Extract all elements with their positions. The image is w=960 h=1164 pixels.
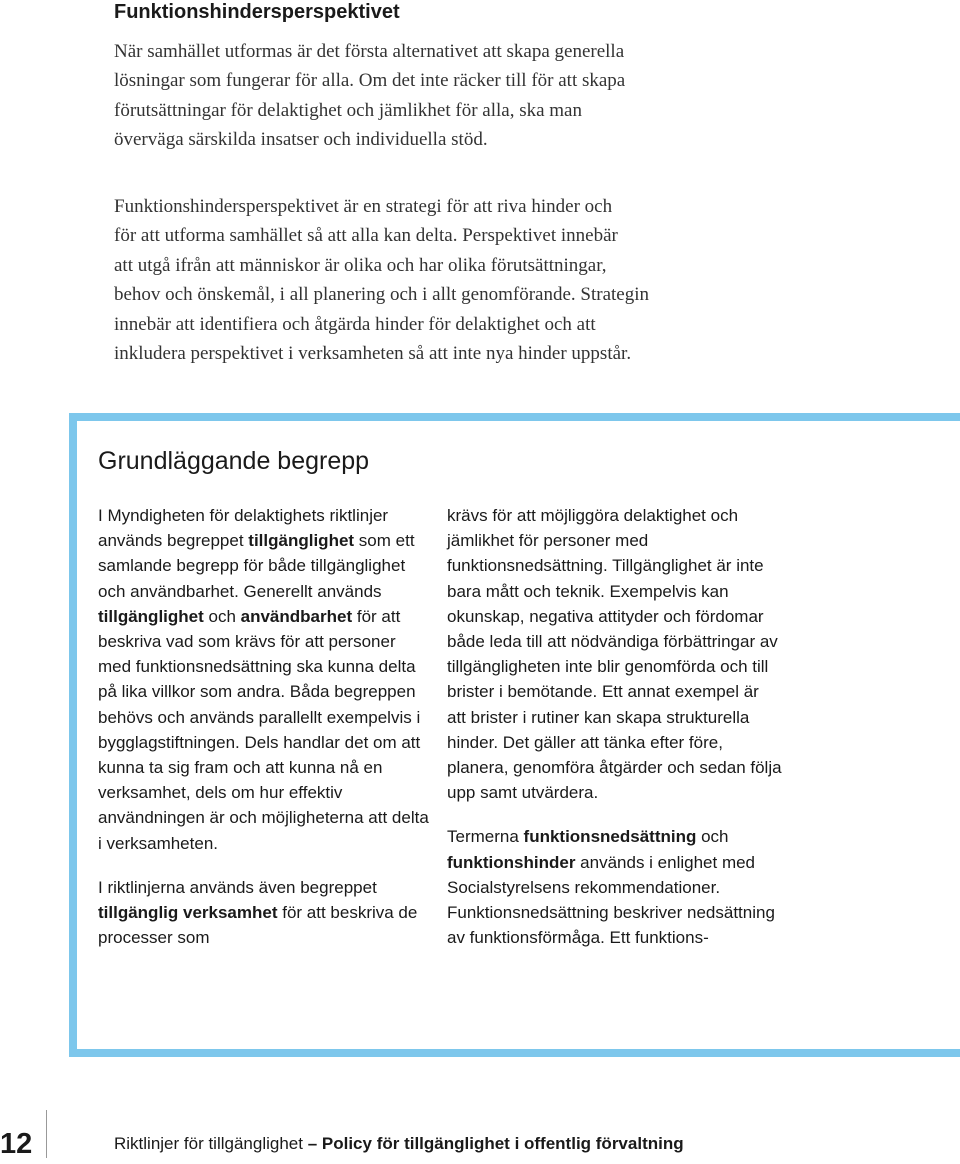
strategy-line: Funktionshindersperspektivet är en strategi för att riva hinder och xyxy=(114,196,613,217)
text-run: I riktlinjerna används även begreppet xyxy=(98,877,377,897)
right-paragraph-2 xyxy=(447,824,782,950)
right-paragraph-1: krävs för att möjliggöra delaktighet och jämlikhet för personer med funktionsnedsättning. Tillgänglighet är inte bara mått och teknik. Exempelvis kan okunskap, negativa attityder och fördomar både leda till att nödvändiga förbättringar av tillgängligheten inte blir genomförda och till brister i bemötande. Ett annat exempel är att brister i rutiner kan skapa strukturella hinder. Det gäller att tänka efter före, planera, genomföra åtgärder och sedan följa upp samt utvärdera. xyxy=(447,506,782,803)
text-run: och xyxy=(203,606,241,626)
strategy-line: för att utforma samhället så att alla kan delta. Perspektivet innebär xyxy=(114,225,618,247)
text-run: som ett samlande begrepp för både tillgänglighet och användbarhet. Generellt används xyxy=(98,531,415,601)
term-anvandbarhet: användbarhet xyxy=(240,606,353,626)
strategy-line: att utgå ifrån att människor är olika och har olika förutsättningar, xyxy=(114,254,607,276)
footer-publication: Riktlinjer för tillgänglighet xyxy=(114,1134,303,1153)
text-run: I Myndigheten för delaktighets riktlinjer används begreppet xyxy=(98,506,389,551)
page-number: 12 xyxy=(0,1128,33,1160)
left-paragraph-2 xyxy=(98,875,433,951)
text-run: och xyxy=(696,827,729,847)
footer-running-title xyxy=(114,1133,684,1155)
term-funktionsnedsattning: funktionsnedsättning xyxy=(523,827,697,847)
term-tillganglighet: tillgänglighet xyxy=(98,606,204,626)
section-heading: Funktionshindersperspektivet xyxy=(114,1,400,23)
term-tillganglig-verksamhet: tillgänglig verksamhet xyxy=(98,903,278,923)
footer-subtitle: Policy för tillgänglighet i offentlig förvaltning xyxy=(321,1134,684,1153)
text-run: för att beskriva de processer som xyxy=(98,903,418,948)
text-run: används i enlighet med Socialstyrelsens rekommendationer. Funktionsnedsättning beskriver nedsättning av funktionsförmåga. Ett funktions- xyxy=(447,852,775,948)
box-right-column xyxy=(447,503,782,950)
strategy-line: inkludera perspektivet i verksamheten så att inte nya hinder uppstår. xyxy=(114,343,632,365)
footer-separator: – xyxy=(302,1134,322,1153)
strategy-paragraph xyxy=(114,192,754,368)
intro-line: När samhället utformas är det första alternativet att skapa generella xyxy=(114,41,625,62)
intro-paragraph xyxy=(114,37,754,155)
text-run: Termerna xyxy=(447,827,524,847)
strategy-line: behov och önskemål, i all planering och i allt genomförande. Strategin xyxy=(114,284,650,306)
box-left-column xyxy=(98,503,433,950)
intro-line: överväga särskilda insatser och individuella stöd. xyxy=(114,129,488,151)
intro-line: förutsättningar för delaktighet och jämlikhet för alla, ska man xyxy=(114,99,582,121)
footer-divider xyxy=(46,1110,47,1158)
strategy-line: innebär att identifiera och åtgärda hinder för delaktighet och att xyxy=(114,313,596,335)
text-run: för att beskriva vad som krävs för att personer med funktionsnedsättning ska kunna delta på lika villkor som andra. Båda begreppen behövs och används parallellt exempelvis i bygglagstiftningen. Dels handlar det om att kunna ta sig fram och att kunna nå en verksamhet, dels om hur effektiv användningen är och möjligheterna att delta i verksamheten. xyxy=(98,606,429,853)
box-title: Grundläggande begrepp xyxy=(98,447,370,475)
term-funktionshinder: funktionshinder xyxy=(447,852,576,872)
left-paragraph-1 xyxy=(98,503,433,856)
intro-line: lösningar som fungerar för alla. Om det inte räcker till för att skapa xyxy=(114,70,626,92)
term-tillganglighet: tillgänglighet xyxy=(248,531,355,551)
